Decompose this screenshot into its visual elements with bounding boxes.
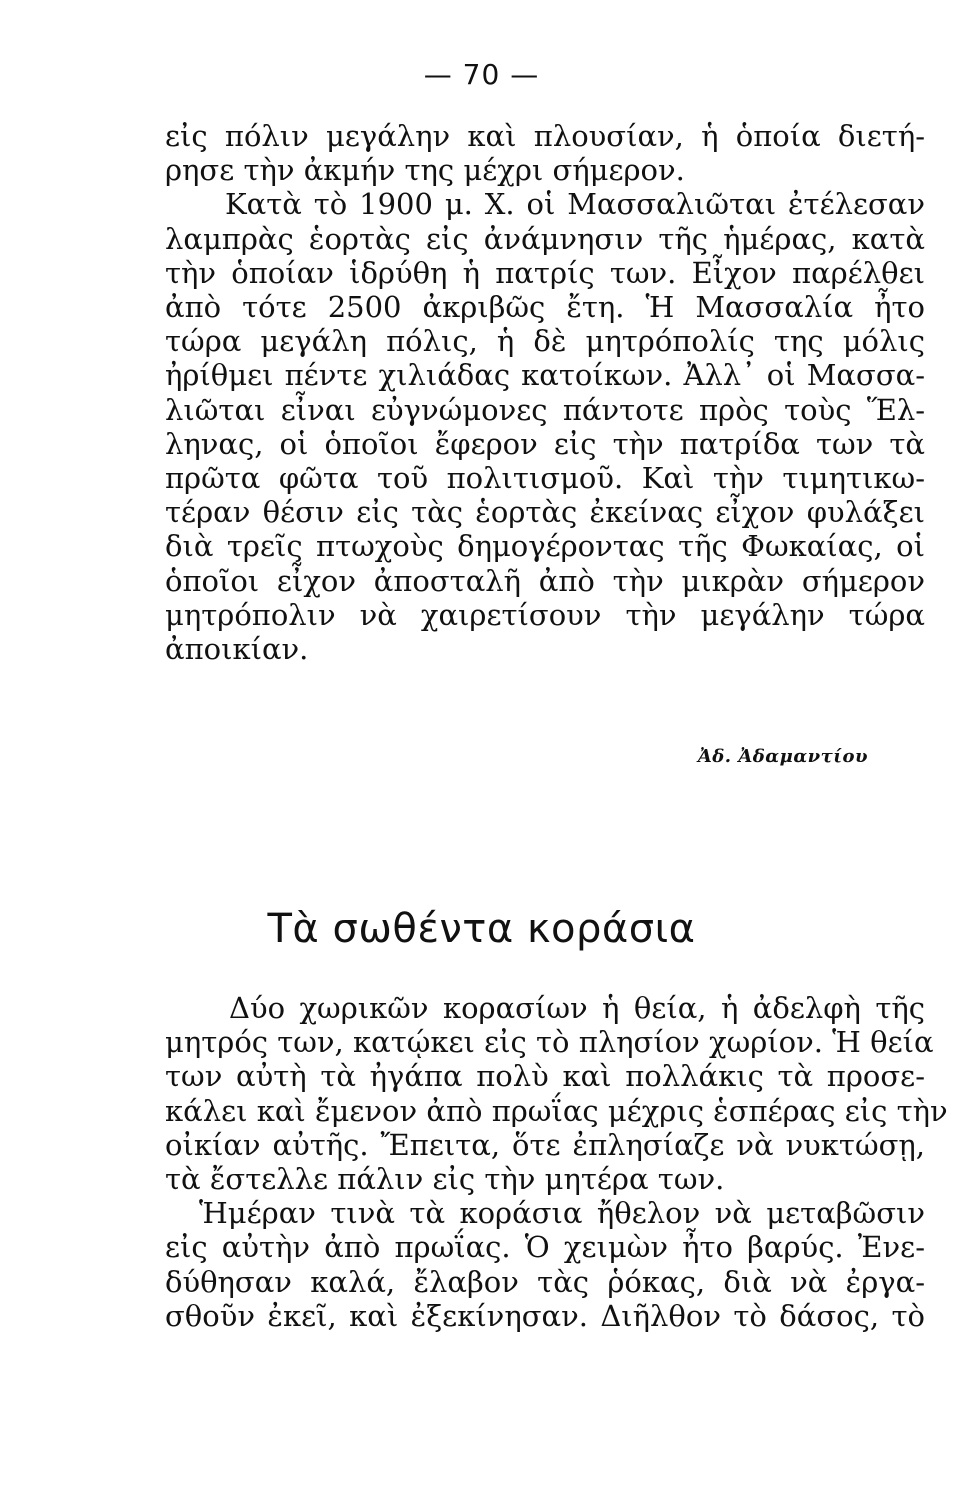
text-line: μητρός των, κατῴκει εἰς τὸ πλησίον χωρίον. Ἡ θεία — [165, 1025, 934, 1060]
text-line: Κατὰ τὸ 1900 μ. Χ. οἱ Μασσαλιῶται ἐτέλεσαν — [225, 187, 925, 222]
text-line: των αὐτὴ τὰ ἠγάπα πολὺ καὶ πολλάκις τὰ προσε- — [165, 1059, 925, 1094]
article-1-body — [165, 119, 925, 666]
section-title: Τὰ σωθέντα κοράσια — [267, 906, 696, 952]
text-line: εἰς πόλιν μεγάλην καὶ πλουσίαν, ἡ ὁποία διετή- — [165, 119, 925, 153]
text-line: λιῶται εἶναι εὐγνώμονες πάντοτε πρὸς τοὺς Ἕλ- — [165, 392, 925, 427]
text-line: ληνας, οἱ ὁποῖοι ἔφερον εἰς τὴν πατρίδα των τὰ — [165, 426, 925, 461]
text-line: ὁποῖοι εἶχον ἀποσταλῆ ἀπὸ τὴν μικρὰν σήμερον — [165, 563, 925, 598]
text-line: πρῶτα φῶτα τοῦ πολιτισμοῦ. Καὶ τὴν τιμητικω- — [165, 461, 925, 496]
text-line: σθοῦν ἐκεῖ, καὶ ἐξεκίνησαν. Διῆλθον τὸ δάσος, τὸ — [165, 1298, 925, 1333]
text-line: δύθησαν καλά, ἔλαβον τὰς ῥόκας, διὰ νὰ ἐργα- — [165, 1264, 925, 1299]
text-line: οἰκίαν αὐτῆς. Ἔπειτα, ὅτε ἐπλησίαζε νὰ νυκτώσῃ, — [165, 1127, 925, 1162]
text-line: μητρόπολιν νὰ χαιρετίσουν τὴν μεγάλην τώρα — [165, 597, 925, 632]
text-line: τὴν ὁποίαν ἱδρύθη ἡ πατρίς των. Εἶχον παρέλθει — [165, 255, 925, 290]
text-line: ἀπὸ τότε 2500 ἀκριβῶς ἔτη. Ἡ Μασσαλία ἦτο — [165, 290, 925, 325]
text-line: κάλει καὶ ἔμενον ἀπὸ πρωΐας μέχρις ἑσπέρας εἰς τὴν — [165, 1093, 948, 1128]
text-line: ἀποικίαν. — [165, 632, 309, 667]
text-line: ἠρίθμει πέντε χιλιάδας κατοίκων. Ἀλλ᾽ οἱ Μασσα- — [165, 358, 925, 393]
text-line: Ἡμέραν τινὰ τὰ κοράσια ἤθελον νὰ μεταβῶσιν — [199, 1196, 925, 1231]
text-line: τέραν θέσιν εἰς τὰς ἑορτὰς ἐκείνας εἶχον φυλάξει — [165, 495, 925, 530]
text-line: τώρα μεγάλη πόλις, ἡ δὲ μητρόπολίς της μόλις — [165, 324, 925, 359]
text-line: Δύο χωρικῶν κορασίων ἡ θεία, ἡ ἀδελφὴ τῆς — [229, 991, 925, 1025]
author-signature: Ἀδ. Ἀδαμαντίου — [697, 746, 868, 767]
article-2-body — [165, 991, 948, 1333]
page-number: — 70 — — [423, 58, 540, 91]
text-line: διὰ τρεῖς πτωχοὺς δημογέροντας τῆς Φωκαίας, οἱ — [165, 529, 925, 564]
text-line: εἰς αὐτὴν ἀπὸ πρωΐας. Ὁ χειμὼν ἦτο βαρύς. Ἐνε- — [165, 1230, 925, 1265]
text-line: τὰ ἔστελλε πάλιν εἰς τὴν μητέρα των. — [165, 1162, 725, 1197]
text-line: λαμπρὰς ἑορτὰς εἰς ἀνάμνησιν τῆς ἡμέρας, κατὰ — [165, 221, 925, 256]
text-line: ρησε τὴν ἀκμήν της μέχρι σήμερον. — [165, 153, 685, 188]
